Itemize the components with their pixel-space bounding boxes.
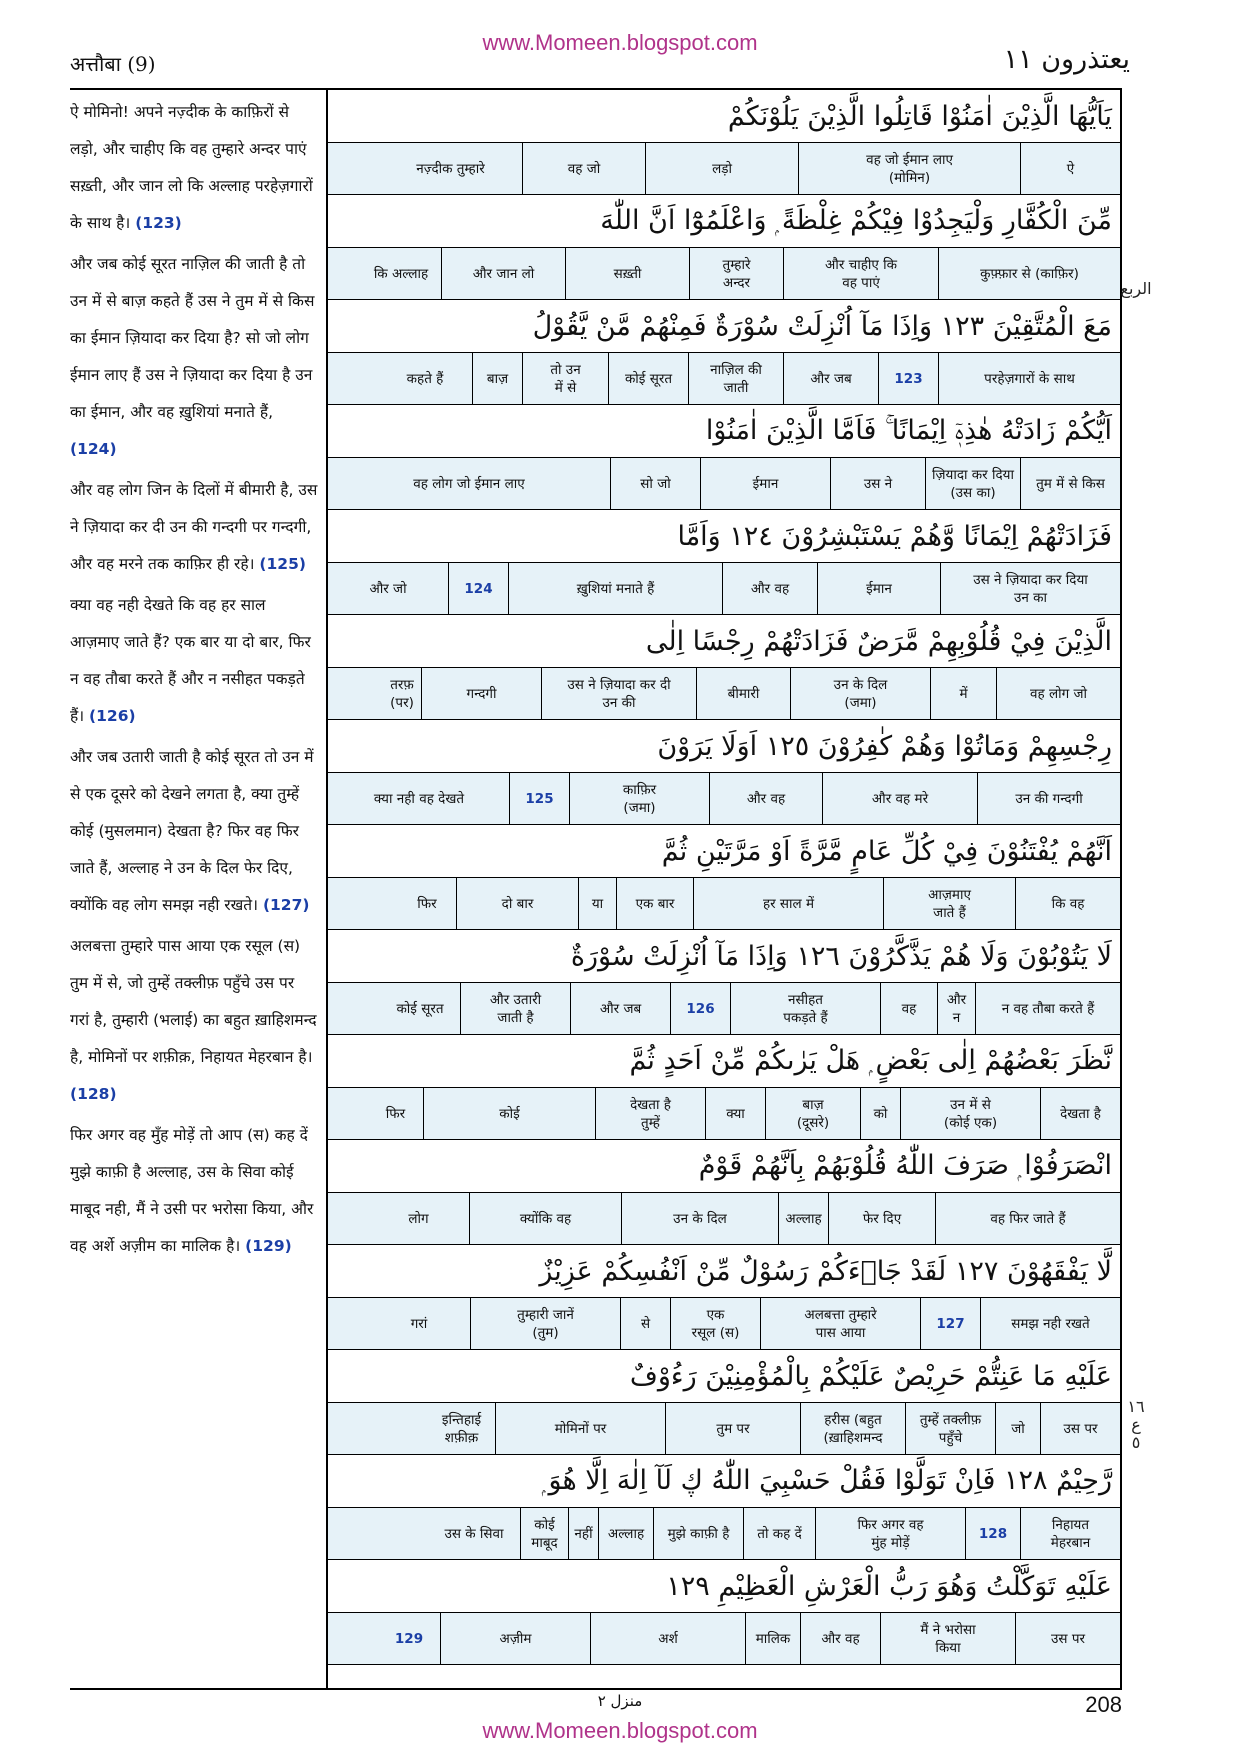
translation-text: और जब उतारी जाती है कोई सूरत तो उन में से एक दूसरे को देखने लगता है, क्या तुम्हें कोई (मुसलमान) देखता है? फिर वह फिर जाते हैं, अल्लाह ने उन के दिल फेर दिए, क्योंकि वह लोग समझ नही रखते। — [70, 748, 314, 914]
gloss-cell: बाज़ (दूसरे) — [765, 1088, 860, 1139]
gloss-cell: अल्लाह — [598, 1508, 653, 1559]
gloss-ayah-number: 128 — [965, 1508, 1020, 1559]
translation-paragraph — [70, 739, 318, 924]
gloss-cell: न वह तौबा करते हैं — [975, 983, 1120, 1034]
gloss-cell: और न — [937, 983, 975, 1034]
header-website-link[interactable]: www.Momeen.blogspot.com — [482, 30, 758, 55]
gloss-cell: नसीहत पकड़ते हैं — [730, 983, 880, 1034]
gloss-cell: तुम्हारे अन्दर — [689, 248, 783, 299]
ayah-number: (128) — [70, 1085, 117, 1103]
translation-text: और जब कोई सूरत नाज़िल की जाती है तो उन में से बाज़ कहते हैं उस ने तुम में से किस का ईमान ज़ियादा कर दिया है? सो जो लोग ईमान लाए हैं उस ने ज़ियादा कर दिया है उन का ईमान, और वह ख़ुशियां मनाते हैं, — [70, 255, 315, 421]
arabic-verse-line: عَلَيْهِ تَوَكَّلْتُ وَهُوَ رَبُّ الْعَرْشِ الْعَظِيْمِ ١٢٩ — [666, 1570, 1112, 1602]
gloss-cell: उस ने ज़ियादा कर दी उन की — [541, 668, 696, 719]
gloss-cell: जो — [995, 1403, 1040, 1454]
gloss-row — [328, 667, 1120, 720]
gloss-cell: अल्लाह — [778, 1193, 828, 1244]
gloss-cell: लोग — [408, 1210, 429, 1227]
gloss-cell: हरीस (बहुत ख़ाहिशमन्द) — [800, 1403, 905, 1454]
gloss-cell: वह लोग जो ईमान लाए — [413, 475, 525, 492]
gloss-cell: मुझे काफ़ी है — [653, 1508, 743, 1559]
translation-text: और वह लोग जिन के दिलों में बीमारी है, उस ने ज़ियादा कर दी उन की गन्दगी पर गन्दगी, और वह मरने तक काफ़िर ही रहे। — [70, 481, 318, 573]
page-number: 208 — [1085, 1692, 1122, 1717]
gloss-cell: गन्दगी — [421, 668, 541, 719]
arabic-verse-line: مِّنَ الْكُفَّارِ وَلْيَجِدُوْا فِيْكُمْ غِلْظَةً ۭ وَاعْلَمُوْٓا اَنَّ اللّٰهَ — [600, 205, 1112, 236]
gloss-cell: अर्श — [590, 1613, 745, 1664]
gloss-cell: एक बार — [616, 878, 693, 929]
gloss-cell: और जो — [369, 580, 407, 597]
gloss-cell: आज़माए जाते हैं — [883, 878, 1015, 929]
gloss-cell: कहते हैं — [406, 370, 444, 387]
gloss-cell: इन्तिहाई शफ़ीक़ — [441, 1411, 482, 1446]
gloss-cell: तुम पर — [665, 1403, 800, 1454]
gloss-ayah-number: 126 — [670, 983, 730, 1034]
gloss-cell: या — [578, 878, 616, 929]
gloss-cell: क्योंकि वह — [469, 1193, 621, 1244]
translation-text: क्या वह नही देखते कि वह हर साल आज़माए जाते हैं? एक बार या दो बार, फिर न वह तौबा करते हैं और न नसीहत पकड़ते हैं। — [70, 596, 311, 725]
ayah-number: (123) — [135, 214, 182, 232]
gloss-cell: कोई सूरत — [608, 353, 688, 404]
gloss-row — [328, 247, 1120, 300]
gloss-ayah-number: 123 — [878, 353, 938, 404]
gloss-cell: में — [930, 668, 996, 719]
gloss-cell: फिर — [385, 1105, 406, 1122]
gloss-ayah-number: 129 — [394, 1630, 424, 1647]
translation-paragraph — [70, 246, 318, 468]
translation-text: अलबत्ता तुम्हारे पास आया एक रसूल (स) तुम में से, जो तुम्हें तक्लीफ़ पहुँचे उस पर गरां है, तुम्हारी (भलाई) का बहुत ख़ाहिशमन्द है, मोमिनों पर शफ़ीक़, निहायत मेहरबान है। — [70, 937, 317, 1066]
gloss-cell: और वह — [800, 1613, 880, 1664]
gloss-cell: वह लोग जो — [996, 668, 1120, 719]
gloss-cell: कोई — [423, 1088, 595, 1139]
manzil-label: منزل ٢ — [597, 1692, 643, 1710]
gloss-cell: लड़ो — [645, 143, 798, 194]
gloss-cell: और चाहीए कि वह पाएं — [783, 248, 938, 299]
gloss-cell: एक रसूल (स) — [670, 1298, 760, 1349]
translation-text: फिर अगर वह मुँह मोड़ें तो आप (स) कह दें मुझे काफ़ी है अल्लाह, उस के सिवा कोई माबूद नही, मैं ने उसी पर भरोसा किया, और वह अर्शे अज़ीम का मालिक है। — [70, 1126, 314, 1255]
gloss-row — [328, 1087, 1120, 1140]
gloss-cell: तुम में से किस — [1020, 458, 1120, 509]
gloss-cell: नहीं — [568, 1508, 598, 1559]
gloss-cell: कि वह — [1015, 878, 1120, 929]
gloss-row — [328, 982, 1120, 1035]
gloss-cell: अज़ीम — [440, 1613, 590, 1664]
ayah-number: (125) — [259, 555, 306, 573]
gloss-row — [328, 562, 1120, 615]
ayah-number: (129) — [245, 1237, 292, 1255]
gloss-cell: को — [860, 1088, 900, 1139]
arabic-verse-line: رِجْسِهِمْ وَمَاتُوْا وَهُمْ كٰفِرُوْنَ ١٢٥ اَوَلَا يَرَوْنَ — [657, 730, 1112, 762]
gloss-cell: और जब — [783, 353, 878, 404]
arabic-verse-line: لَا يَتُوْبُوْنَ وَلَا هُمْ يَذَّكَّرُوْنَ ١٢٦ وَاِذَا مَآ اُنْزِلَتْ سُوْرَةٌ — [570, 940, 1112, 972]
gloss-cell: देखता है तुम्हें — [595, 1088, 705, 1139]
gloss-cell: अलबत्ता तुम्हारे पास आया — [760, 1298, 920, 1349]
gloss-cell: कोई माबूद — [520, 1508, 568, 1559]
gloss-cell: बीमारी — [696, 668, 790, 719]
gloss-cell: वह जो ईमान लाए (मोमिन) — [798, 143, 1020, 194]
arabic-verse-line: انْصَرَفُوْا ۭ صَرَفَ اللّٰهُ قُلُوْبَهُمْ بِاَنَّهُمْ قَوْمٌ — [698, 1150, 1112, 1181]
arabic-verse-line: اَيُّكُمْ زَادَتْهُ هٰذِهٖٓ اِيْمَانًا ۚ فَاَمَّا الَّذِيْنَ اٰمَنُوْا — [705, 415, 1112, 446]
rub-marker: الربع — [1120, 279, 1152, 298]
arabic-verse-line: يَاَيُّهَا الَّذِيْنَ اٰمَنُوْا قَاتِلُوا الَّذِيْنَ يَلُوْنَكُمْ — [727, 100, 1112, 132]
gloss-cell: तो कह दें — [743, 1508, 815, 1559]
gloss-cell: उस ने ज़ियादा कर दिया उन का — [940, 563, 1120, 614]
gloss-cell: नाज़िल की जाती — [688, 353, 783, 404]
gloss-ayah-number: 125 — [509, 773, 569, 824]
gloss-cell: मैं ने भरोसा किया — [880, 1613, 1015, 1664]
gloss-row — [328, 772, 1120, 825]
gloss-row — [328, 1297, 1120, 1350]
gloss-cell: और वह — [709, 773, 822, 824]
gloss-cell: उस ने — [830, 458, 925, 509]
frame-bottom-rule — [70, 1688, 1122, 1690]
translation-paragraph — [70, 94, 318, 242]
gloss-cell: निहायत मेहरबान — [1020, 1508, 1120, 1559]
gloss-cell: कि अल्लाह — [373, 265, 429, 282]
gloss-cell: फिर अगर वह मुंह मोड़ें — [815, 1508, 965, 1559]
gloss-cell: वह — [880, 983, 937, 1034]
surah-name-hindi: अत्तौबा (9) — [70, 52, 156, 76]
arabic-verse-line: اَنَّهُمْ يُفْتَنُوْنَ فِيْ كُلِّ عَامٍ مَّرَّةً اَوْ مَرَّتَيْنِ ثُمَّ — [661, 835, 1112, 867]
gloss-cell: उस पर — [1015, 1613, 1120, 1664]
footer-website-link[interactable]: www.Momeen.blogspot.com — [482, 1718, 758, 1743]
juz-name-arabic: يعتذرون ١١ — [1003, 44, 1130, 75]
gloss-cell: हर साल में — [693, 878, 883, 929]
gloss-cell: काफ़िर (जमा) — [569, 773, 709, 824]
gloss-cell: फिर — [417, 895, 437, 912]
translation-paragraph — [70, 587, 318, 735]
gloss-cell: और जान लो — [441, 248, 565, 299]
gloss-ayah-number: 124 — [448, 563, 508, 614]
gloss-row — [328, 352, 1120, 405]
gloss-cell: तुम्हें तक्लीफ़ पहुँचे — [905, 1403, 995, 1454]
gloss-cell: सो जो — [610, 458, 700, 509]
ayah-number: (124) — [70, 440, 117, 458]
arabic-verse-line: مَعَ الْمُتَّقِيْنَ ١٢٣ وَاِذَا مَآ اُنْزِلَتْ سُوْرَةٌ فَمِنْهُمْ مَّنْ يَّقُوْلُ — [532, 310, 1112, 342]
translation-paragraph — [70, 1117, 318, 1265]
gloss-row — [328, 1192, 1120, 1245]
gloss-cell: क्या — [705, 1088, 765, 1139]
gloss-cell: क्या नही वह देखते — [373, 790, 465, 807]
gloss-cell: उन के दिल (जमा) — [790, 668, 930, 719]
gloss-cell: उन की गन्दगी — [977, 773, 1120, 824]
gloss-cell: मोमिनों पर — [495, 1403, 665, 1454]
gloss-cell: और वह मरे — [822, 773, 977, 824]
ruku-marker: ١٦ ع ٥ — [1127, 1397, 1145, 1452]
arabic-verse-line: عَلَيْهِ مَا عَنِتُّمْ حَرِيْصٌ عَلَيْكُمْ بِالْمُؤْمِنِيْنَ رَءُوْفٌ — [629, 1360, 1112, 1392]
translation-paragraph — [70, 472, 318, 583]
arabic-verse-line: نَّظَرَ بَعْضُهُمْ اِلٰى بَعْضٍ ۭ هَلْ يَرٰىكُمْ مِّنْ اَحَدٍ ثُمَّ — [629, 1045, 1112, 1076]
gloss-cell: गरां — [410, 1315, 428, 1332]
gloss-cell: तरफ़ (पर) — [390, 676, 414, 711]
gloss-row — [328, 1402, 1120, 1455]
ayah-number: (126) — [89, 707, 136, 725]
gloss-cell: समझ नही रखते — [980, 1298, 1120, 1349]
gloss-cell: और उतारी जाती है — [460, 983, 570, 1034]
gloss-cell: कुफ़्फ़ार से (काफ़िर) — [938, 248, 1120, 299]
translation-paragraph — [70, 928, 318, 1113]
gloss-cell: और वह — [722, 563, 817, 614]
hindi-translation-column — [70, 90, 322, 1688]
gloss-cell: सख़्ती — [565, 248, 689, 299]
gloss-cell: तो उन में से — [522, 353, 608, 404]
arabic-verse-line: لَّا يَفْقَهُوْنَ ١٢٧ لَقَدْ جَاۗءَكُمْ رَسُوْلٌ مِّنْ اَنْفُسِكُمْ عَزِيْزٌ — [539, 1255, 1112, 1287]
gloss-row — [328, 1612, 1120, 1665]
gloss-row — [328, 457, 1120, 510]
gloss-cell: ईमान — [817, 563, 940, 614]
ayah-number: (127) — [262, 896, 310, 914]
gloss-cell: उन के दिल — [621, 1193, 778, 1244]
gloss-cell: कोई सूरत — [396, 1000, 444, 1017]
gloss-cell: तुम्हारी जानें (तुम) — [470, 1298, 620, 1349]
gloss-cell: ख़ुशियां मनाते हैं — [508, 563, 722, 614]
gloss-cell: वह जो — [522, 143, 645, 194]
arabic-verse-line: الَّذِيْنَ فِيْ قُلُوْبِهِمْ مَّرَضٌ فَزَادَتْهُمْ رِجْسًا اِلٰى — [645, 625, 1112, 657]
gloss-row — [328, 877, 1120, 930]
gloss-cell: नज़्दीक तुम्हारे — [416, 160, 485, 177]
gloss-cell: फेर दिए — [828, 1193, 935, 1244]
gloss-row — [328, 142, 1120, 195]
word-by-word-grid — [326, 90, 1122, 1688]
translation-text: ऐ मोमिनो! अपने नज़्दीक के काफ़िरों से लड़ो, और चाहीए कि वह तुम्हारे अन्दर पाएं सख़्ती, और जान लो कि अल्लाह परहेज़गारों के साथ है। — [70, 103, 313, 232]
gloss-cell: उस के सिवा — [444, 1525, 504, 1542]
arabic-verse-line: فَزَادَتْهُمْ اِيْمَانًا وَّهُمْ يَسْتَبْشِرُوْنَ ١٢٤ وَاَمَّا — [677, 520, 1112, 552]
gloss-cell: ऐ — [1020, 143, 1120, 194]
gloss-cell: मालिक — [745, 1613, 800, 1664]
arabic-verse-line: رَّحِيْمٌ ١٢٨ فَاِنْ تَوَلَّوْا فَقُلْ حَسْبِيَ اللّٰهُ ڮ لَآ اِلٰهَ اِلَّا هُوَ ۭ — [541, 1465, 1112, 1496]
gloss-cell: वह फिर जाते हैं — [935, 1193, 1120, 1244]
gloss-cell: उस पर — [1040, 1403, 1120, 1454]
gloss-cell: और जब — [570, 983, 670, 1034]
gloss-cell: दो बार — [456, 878, 578, 929]
gloss-cell: बाज़ — [472, 353, 522, 404]
gloss-cell: देखता है — [1040, 1088, 1120, 1139]
gloss-cell: ज़ियादा कर दिया (उस का) — [925, 458, 1020, 509]
gloss-cell: परहेज़गारों के साथ — [938, 353, 1120, 404]
gloss-cell: से — [620, 1298, 670, 1349]
gloss-cell: ईमान — [700, 458, 830, 509]
gloss-ayah-number: 127 — [920, 1298, 980, 1349]
gloss-row — [328, 1507, 1120, 1560]
gloss-cell: उन में से (कोई एक) — [900, 1088, 1040, 1139]
